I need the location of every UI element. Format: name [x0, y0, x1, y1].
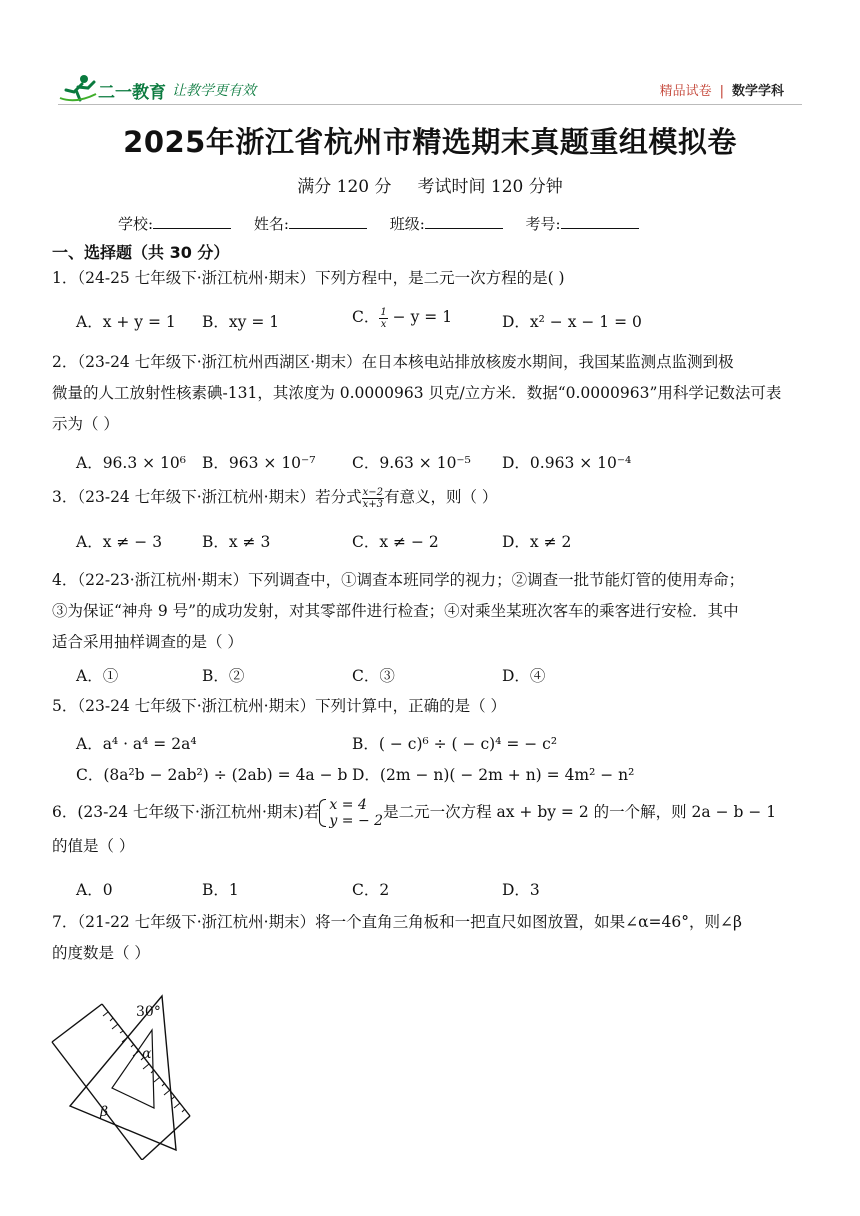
fraction-numerator: 1: [380, 306, 387, 318]
page-title: 2025年浙江省杭州市精选期末真题重组模拟卷: [123, 125, 737, 159]
q3-option-a: A．x ≠ − 3: [76, 533, 163, 551]
q3-option-c: C．x ≠ − 2: [352, 533, 439, 551]
info-school-label: 学校:: [118, 215, 154, 233]
q4-option-b: B．②: [202, 667, 245, 685]
q2-option-c: C．9.63 × 10⁻⁵: [352, 454, 471, 472]
q1-option-c-rest: − y = 1: [387, 308, 453, 326]
info-class: [390, 215, 503, 233]
question-stem-post: 是二元一次方程 ax + by = 2 的一个解，则 2a − b − 1: [383, 803, 777, 821]
q3-option-d: D．x ≠ 2: [502, 533, 572, 551]
question-stem-pre: 6．(23-24 七年级下·浙江杭州·期末)若: [52, 803, 320, 821]
question-1: [52, 263, 812, 294]
header-separator: |: [719, 84, 724, 99]
header-subject: 数学学科: [731, 84, 784, 99]
header-right: [660, 80, 784, 99]
runner-logo-icon: [58, 74, 98, 104]
q6-option-d: D．3: [502, 881, 540, 899]
q1-option-d: D．x² − x − 1 = 0: [502, 313, 642, 331]
q2-option-b: B．963 × 10⁻⁷: [202, 454, 316, 472]
question-3: [52, 482, 812, 513]
fraction-denominator: x: [380, 318, 387, 330]
question-6: [52, 797, 812, 862]
question-stem: 5．（23-24 七年级下·浙江杭州·期末）下列计算中，正确的是（ ）: [52, 697, 507, 715]
equation-system: [319, 797, 383, 829]
q4-option-d: D．④: [502, 667, 546, 685]
q1-option-b: B．xy = 1: [202, 313, 280, 331]
info-name-label: 姓名:: [253, 215, 289, 233]
header-category: 精品试卷: [659, 84, 712, 99]
label-30-degrees: 30°: [136, 1004, 161, 1020]
q6-option-a: A．0: [76, 881, 113, 899]
q6-option-c: C．2: [352, 881, 390, 899]
q1-option-a: A．x + y = 1: [76, 313, 176, 331]
label-alpha: α: [142, 1046, 152, 1062]
info-class-label: 班级:: [389, 215, 425, 233]
question-stem-line: 的度数是（ ）: [52, 944, 150, 962]
fraction: [379, 307, 387, 330]
q2-option-d: D．0.963 × 10⁻⁴: [502, 454, 632, 472]
q3-option-b: B．x ≠ 3: [202, 533, 271, 551]
full-score: 满分 120 分: [297, 177, 392, 197]
question-stem-line: 4．（22-23·浙江杭州·期末）下列调查中，①调查本班同学的视力；②调查一批节能灯管的使用寿命；: [52, 571, 745, 589]
logo-name: 二一教育: [98, 83, 166, 103]
question-stem-line: ③为保证“神舟 9 号”的成功发射，对其零部件进行检查；④对乘坐某班次客车的乘客进行安检．其中: [52, 602, 739, 620]
question-2: [52, 347, 812, 440]
question-stem-pre: 3．（23-24 七年级下·浙江杭州·期末）若分式: [52, 488, 362, 506]
section-heading: 一、选择题（共 30 分）: [52, 243, 230, 262]
question-5: [52, 691, 812, 722]
question-stem-post: 有意义，则（ ）: [383, 488, 498, 506]
question-stem-line: 示为（ ）: [52, 415, 119, 433]
exam-subtitle: [0, 172, 860, 197]
question-4: [52, 565, 812, 658]
info-school: [118, 215, 231, 233]
name-blank[interactable]: [289, 214, 367, 229]
logo-slogan: 让教学更有效: [172, 83, 256, 99]
school-blank[interactable]: [153, 214, 231, 229]
question-stem-line: 微量的人工放射性核素碘-131，其浓度为 0.0000963 贝克/立方米．数据“0.0000963”用科学记数法可表: [52, 384, 782, 402]
question-stem: 1．（24-25 七年级下·浙江杭州·期末）下列方程中，是二元一次方程的是( ): [52, 269, 565, 287]
question-stem-line: 2．（23-24 七年级下·浙江杭州西湖区·期末）在日本核电站排放核废水期间，我国某监测点监测到极: [52, 353, 734, 371]
question-stem-line: 适合采用抽样调查的是（ ）: [52, 633, 243, 651]
q1-option-c-label: C．: [352, 308, 380, 326]
exam-time: 考试时间 120 分钟: [417, 177, 563, 197]
system-line-2: y = − 2: [329, 813, 384, 829]
info-name: [254, 215, 367, 233]
q6-option-b: B．1: [202, 881, 239, 899]
label-beta: β: [100, 1104, 109, 1120]
fraction: [362, 487, 384, 510]
q5-option-d: D．(2m − n)( − 2m + n) = 4m² − n²: [352, 766, 635, 784]
question-stem-line: 的值是（ ）: [52, 837, 135, 855]
system-line-1: x = 4: [329, 797, 367, 813]
q5-option-a: A．a⁴ · a⁴ = 2a⁴: [76, 735, 197, 753]
question-stem-line: 7．（21-22 七年级下·浙江杭州·期末）将一个直角三角板和一把直尺如图放置，如果∠α=46°，则∠β: [52, 913, 742, 931]
q2-option-a: A．96.3 × 10⁶: [76, 454, 186, 472]
logo: [58, 74, 268, 104]
fraction-numerator: x−2: [362, 486, 383, 498]
q5-option-b: B．( − c)⁶ ÷ ( − c)⁴ = − c²: [352, 735, 558, 753]
class-blank[interactable]: [425, 214, 503, 229]
header-divider: [58, 104, 802, 105]
number-blank[interactable]: [561, 214, 639, 229]
geometry-figure: [50, 990, 200, 1160]
ruler-triangle-figure: [50, 990, 200, 1160]
question-stem-line: [52, 797, 812, 831]
student-info: [118, 213, 657, 234]
info-number: [526, 215, 639, 233]
q5-option-c: C．(8a²b − 2ab²) ÷ (2ab) = 4a − b: [76, 766, 348, 784]
question-7: [52, 907, 812, 969]
info-number-label: 考号:: [525, 215, 561, 233]
fraction-denominator: x+3: [362, 498, 383, 510]
q1-option-c: [352, 305, 452, 330]
q4-option-a: A．①: [76, 667, 119, 685]
q4-option-c: C．③: [352, 667, 395, 685]
